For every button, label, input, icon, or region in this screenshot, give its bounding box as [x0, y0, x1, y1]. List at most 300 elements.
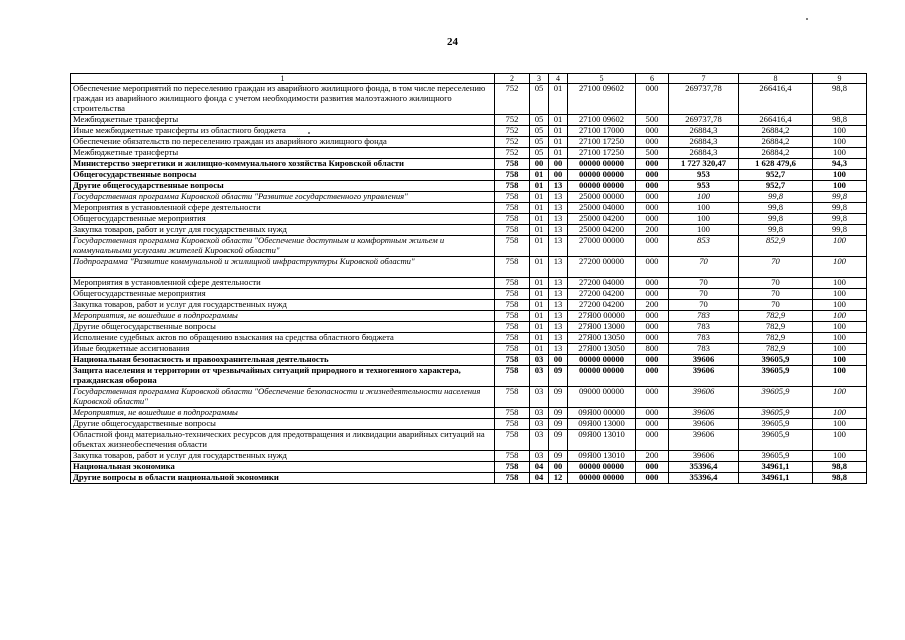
- row-name: Подпрограмма "Развитие коммунальной и жилищной инфраструктуры Кировской области": [71, 257, 495, 278]
- table-row: [71, 203, 867, 214]
- cell-ministry: 758: [495, 322, 530, 333]
- cell-expense-type: 200: [636, 225, 669, 236]
- cell-ministry: 752: [495, 148, 530, 159]
- cell-ministry: 758: [495, 289, 530, 300]
- cell-expense-type: 000: [636, 408, 669, 419]
- row-name: Мероприятия, не вошедшие в подпрограммы: [71, 408, 495, 419]
- table-row: [71, 137, 867, 148]
- cell-ministry: 758: [495, 419, 530, 430]
- row-name: Государственная программа Кировской области "Обеспечение безопасности и жизнедеятельности населения Кировской области": [71, 387, 495, 408]
- cell-actual: 266416,4: [739, 84, 813, 115]
- cell-percent: 100: [813, 148, 867, 159]
- cell-percent: 100: [813, 430, 867, 451]
- header-cell: 7: [669, 74, 739, 84]
- cell-subsection: 13: [549, 289, 568, 300]
- row-name: Национальная экономика: [71, 462, 495, 473]
- cell-subsection: 13: [549, 257, 568, 278]
- cell-section: 05: [530, 126, 549, 137]
- cell-expense-type: 000: [636, 236, 669, 257]
- cell-expense-type: 000: [636, 311, 669, 322]
- cell-section: 01: [530, 181, 549, 192]
- cell-ministry: 758: [495, 451, 530, 462]
- table-row: [71, 430, 867, 451]
- cell-subsection: 01: [549, 126, 568, 137]
- cell-target-article: 27200 04200: [568, 300, 636, 311]
- cell-actual: 70: [739, 300, 813, 311]
- cell-target-article: 27000 00000: [568, 236, 636, 257]
- cell-expense-type: 000: [636, 203, 669, 214]
- cell-section: 01: [530, 257, 549, 278]
- cell-section: 01: [530, 225, 549, 236]
- cell-planned: 26884,3: [669, 126, 739, 137]
- cell-target-article: 00000 00000: [568, 159, 636, 170]
- cell-ministry: 758: [495, 225, 530, 236]
- cell-actual: 99,8: [739, 192, 813, 203]
- cell-subsection: 00: [549, 462, 568, 473]
- row-name: Обеспечение обязательств по переселению граждан из аварийного жилищного фонда: [71, 137, 495, 148]
- header-cell: 6: [636, 74, 669, 84]
- cell-planned: 70: [669, 257, 739, 278]
- cell-section: 01: [530, 170, 549, 181]
- cell-planned: 1 727 320,47: [669, 159, 739, 170]
- cell-percent: 100: [813, 451, 867, 462]
- cell-target-article: 25000 04200: [568, 214, 636, 225]
- cell-target-article: 27100 17250: [568, 137, 636, 148]
- cell-section: 03: [530, 419, 549, 430]
- cell-planned: 953: [669, 170, 739, 181]
- row-name: Другие общегосударственные вопросы: [71, 419, 495, 430]
- cell-actual: 34961,1: [739, 473, 813, 484]
- cell-actual: 39605,9: [739, 430, 813, 451]
- row-name: Закупка товаров, работ и услуг для государственных нужд: [71, 300, 495, 311]
- cell-planned: 35396,4: [669, 473, 739, 484]
- cell-planned: 853: [669, 236, 739, 257]
- cell-subsection: 00: [549, 355, 568, 366]
- cell-percent: 99,8: [813, 214, 867, 225]
- cell-subsection: 09: [549, 419, 568, 430]
- row-name: Другие общегосударственные вопросы: [71, 322, 495, 333]
- cell-planned: 100: [669, 214, 739, 225]
- cell-target-article: 25000 04000: [568, 203, 636, 214]
- cell-ministry: 758: [495, 387, 530, 408]
- row-name: Общегосударственные вопросы: [71, 170, 495, 181]
- row-name: Национальная безопасность и правоохранительная деятельность: [71, 355, 495, 366]
- cell-planned: 70: [669, 289, 739, 300]
- row-name: Исполнение судебных актов по обращению взыскания на средства областного бюджета: [71, 333, 495, 344]
- cell-actual: 70: [739, 278, 813, 289]
- cell-expense-type: 000: [636, 170, 669, 181]
- table-row: [71, 451, 867, 462]
- row-name: Мероприятия в установленной сфере деятельности: [71, 203, 495, 214]
- cell-expense-type: 200: [636, 300, 669, 311]
- cell-section: 01: [530, 289, 549, 300]
- cell-target-article: 27Я00 00000: [568, 311, 636, 322]
- row-name: Иные межбюджетные трансферты из областного бюджета: [71, 126, 495, 137]
- row-name: Другие общегосударственные вопросы: [71, 181, 495, 192]
- cell-section: 01: [530, 192, 549, 203]
- cell-expense-type: 200: [636, 451, 669, 462]
- cell-planned: 269737,78: [669, 115, 739, 126]
- cell-target-article: 27100 09602: [568, 84, 636, 115]
- cell-actual: 34961,1: [739, 462, 813, 473]
- cell-planned: 70: [669, 300, 739, 311]
- cell-expense-type: 000: [636, 214, 669, 225]
- cell-target-article: 09Я00 13010: [568, 430, 636, 451]
- cell-planned: 39606: [669, 408, 739, 419]
- cell-subsection: 13: [549, 278, 568, 289]
- table-row: [71, 462, 867, 473]
- table-row: [71, 419, 867, 430]
- cell-planned: 783: [669, 344, 739, 355]
- cell-planned: 39606: [669, 366, 739, 387]
- cell-subsection: 09: [549, 387, 568, 408]
- cell-target-article: 27200 00000: [568, 257, 636, 278]
- cell-ministry: 758: [495, 462, 530, 473]
- cell-section: 03: [530, 430, 549, 451]
- table-row: [71, 355, 867, 366]
- header-cell: 5: [568, 74, 636, 84]
- cell-ministry: 758: [495, 366, 530, 387]
- cell-planned: 783: [669, 311, 739, 322]
- cell-subsection: 13: [549, 236, 568, 257]
- cell-ministry: 752: [495, 84, 530, 115]
- cell-section: 01: [530, 214, 549, 225]
- cell-expense-type: 000: [636, 181, 669, 192]
- cell-subsection: 13: [549, 344, 568, 355]
- cell-target-article: 09Я00 00000: [568, 408, 636, 419]
- row-name: Межбюджетные трансферты: [71, 148, 495, 159]
- cell-planned: 39606: [669, 430, 739, 451]
- cell-planned: 35396,4: [669, 462, 739, 473]
- header-cell: 9: [813, 74, 867, 84]
- cell-ministry: 752: [495, 115, 530, 126]
- cell-subsection: 13: [549, 203, 568, 214]
- cell-percent: 98,8: [813, 462, 867, 473]
- cell-target-article: 00000 00000: [568, 473, 636, 484]
- cell-subsection: 12: [549, 473, 568, 484]
- cell-expense-type: 500: [636, 115, 669, 126]
- cell-subsection: 13: [549, 300, 568, 311]
- cell-actual: 26884,2: [739, 126, 813, 137]
- cell-percent: 100: [813, 289, 867, 300]
- cell-percent: 94,3: [813, 159, 867, 170]
- cell-ministry: 758: [495, 408, 530, 419]
- table-body: [71, 74, 867, 484]
- cell-expense-type: 000: [636, 126, 669, 137]
- cell-actual: 26884,2: [739, 148, 813, 159]
- header-row: [71, 74, 867, 84]
- cell-percent: 100: [813, 355, 867, 366]
- cell-expense-type: 000: [636, 137, 669, 148]
- table-row: [71, 126, 867, 137]
- table-row: [71, 148, 867, 159]
- cell-percent: 100: [813, 137, 867, 148]
- budget-table: [70, 73, 867, 484]
- cell-percent: 99,8: [813, 225, 867, 236]
- cell-section: 05: [530, 115, 549, 126]
- cell-planned: 26884,3: [669, 148, 739, 159]
- cell-ministry: 758: [495, 203, 530, 214]
- cell-subsection: 13: [549, 192, 568, 203]
- cell-ministry: 758: [495, 192, 530, 203]
- cell-percent: 100: [813, 344, 867, 355]
- cell-expense-type: 000: [636, 355, 669, 366]
- cell-target-article: 27100 17250: [568, 148, 636, 159]
- header-cell: 3: [530, 74, 549, 84]
- table-row: [71, 289, 867, 300]
- cell-planned: 953: [669, 181, 739, 192]
- header-cell: 1: [71, 74, 495, 84]
- cell-percent: 99,8: [813, 192, 867, 203]
- table-row: [71, 322, 867, 333]
- cell-percent: 100: [813, 333, 867, 344]
- row-name: Обеспечение мероприятий по переселению граждан из аварийного жилищного фонда, в том числе переселению граждан из аварийного жилищного фонда с учетом необходимости развития малоэтажного жилищного строительства: [71, 84, 495, 115]
- cell-ministry: 758: [495, 278, 530, 289]
- table-row: [71, 236, 867, 257]
- cell-section: 04: [530, 473, 549, 484]
- cell-subsection: 13: [549, 181, 568, 192]
- cell-planned: 269737,78: [669, 84, 739, 115]
- cell-expense-type: 000: [636, 333, 669, 344]
- row-name: Иные бюджетные ассигнования: [71, 344, 495, 355]
- cell-planned: 39606: [669, 419, 739, 430]
- cell-subsection: 00: [549, 159, 568, 170]
- cell-planned: 39606: [669, 387, 739, 408]
- cell-expense-type: 000: [636, 192, 669, 203]
- cell-section: 01: [530, 311, 549, 322]
- cell-percent: 100: [813, 170, 867, 181]
- cell-ministry: 758: [495, 311, 530, 322]
- cell-subsection: 09: [549, 451, 568, 462]
- cell-planned: 783: [669, 333, 739, 344]
- cell-actual: 39605,9: [739, 408, 813, 419]
- table-row: [71, 278, 867, 289]
- row-name: Общегосударственные мероприятия: [71, 214, 495, 225]
- cell-percent: 100: [813, 278, 867, 289]
- page-number: 24: [447, 36, 458, 48]
- table-row: [71, 344, 867, 355]
- cell-expense-type: 000: [636, 473, 669, 484]
- table-row: [71, 333, 867, 344]
- cell-target-article: 27200 04000: [568, 278, 636, 289]
- cell-section: 04: [530, 462, 549, 473]
- cell-subsection: 13: [549, 322, 568, 333]
- cell-percent: 100: [813, 322, 867, 333]
- cell-target-article: 27200 04200: [568, 289, 636, 300]
- cell-expense-type: 500: [636, 148, 669, 159]
- cell-subsection: 13: [549, 225, 568, 236]
- cell-expense-type: 800: [636, 344, 669, 355]
- cell-target-article: 27Я00 13050: [568, 333, 636, 344]
- cell-planned: 783: [669, 322, 739, 333]
- table-row: [71, 170, 867, 181]
- cell-ministry: 758: [495, 159, 530, 170]
- cell-planned: 70: [669, 278, 739, 289]
- cell-subsection: 13: [549, 333, 568, 344]
- cell-percent: 100: [813, 300, 867, 311]
- cell-target-article: 27100 17000: [568, 126, 636, 137]
- cell-section: 01: [530, 236, 549, 257]
- row-name: Закупка товаров, работ и услуг для государственных нужд: [71, 451, 495, 462]
- cell-subsection: 01: [549, 84, 568, 115]
- cell-percent: 98,8: [813, 473, 867, 484]
- cell-ministry: 752: [495, 137, 530, 148]
- cell-ministry: 758: [495, 430, 530, 451]
- cell-actual: 852,9: [739, 236, 813, 257]
- cell-actual: 39605,9: [739, 387, 813, 408]
- table-row: [71, 366, 867, 387]
- cell-section: 05: [530, 148, 549, 159]
- table-row: [71, 214, 867, 225]
- cell-actual: 39605,9: [739, 366, 813, 387]
- cell-section: 03: [530, 451, 549, 462]
- cell-percent: 100: [813, 257, 867, 278]
- cell-subsection: 01: [549, 115, 568, 126]
- cell-ministry: 758: [495, 214, 530, 225]
- cell-section: 03: [530, 366, 549, 387]
- cell-target-article: 27100 09602: [568, 115, 636, 126]
- cell-actual: 99,8: [739, 203, 813, 214]
- cell-section: 01: [530, 322, 549, 333]
- cell-section: 05: [530, 84, 549, 115]
- cell-ministry: 758: [495, 333, 530, 344]
- table-row: [71, 387, 867, 408]
- row-name: Другие вопросы в области национальной экономики: [71, 473, 495, 484]
- cell-actual: 952,7: [739, 181, 813, 192]
- cell-subsection: 13: [549, 311, 568, 322]
- cell-actual: 70: [739, 289, 813, 300]
- cell-expense-type: 000: [636, 462, 669, 473]
- cell-target-article: 27Я00 13000: [568, 322, 636, 333]
- cell-actual: 782,9: [739, 333, 813, 344]
- cell-percent: 100: [813, 311, 867, 322]
- cell-ministry: 758: [495, 236, 530, 257]
- header-cell: 2: [495, 74, 530, 84]
- cell-actual: 99,8: [739, 214, 813, 225]
- cell-planned: 100: [669, 203, 739, 214]
- cell-percent: 100: [813, 181, 867, 192]
- cell-expense-type: 000: [636, 430, 669, 451]
- table-row: [71, 84, 867, 115]
- cell-percent: 100: [813, 366, 867, 387]
- row-name: Защита населения и территории от чрезвычайных ситуаций природного и техногенного характера, гражданская оборона: [71, 366, 495, 387]
- cell-section: 01: [530, 300, 549, 311]
- cell-expense-type: 000: [636, 84, 669, 115]
- cell-target-article: 25000 04200: [568, 225, 636, 236]
- cell-percent: 98,8: [813, 84, 867, 115]
- row-name: Областной фонд материально-технических ресурсов для предотвращения и ликвидации аварийных ситуаций на объектах жизнеобеспечения области: [71, 430, 495, 451]
- cell-subsection: 01: [549, 148, 568, 159]
- cell-section: 03: [530, 408, 549, 419]
- cell-actual: 782,9: [739, 322, 813, 333]
- table-row: [71, 192, 867, 203]
- cell-planned: 39606: [669, 355, 739, 366]
- table-row: [71, 300, 867, 311]
- cell-ministry: 752: [495, 126, 530, 137]
- cell-target-article: 09Я00 13000: [568, 419, 636, 430]
- cell-ministry: 758: [495, 257, 530, 278]
- cell-target-article: 09Я00 13010: [568, 451, 636, 462]
- cell-expense-type: 000: [636, 257, 669, 278]
- cell-actual: 782,9: [739, 344, 813, 355]
- table-row: [71, 473, 867, 484]
- cell-actual: 266416,4: [739, 115, 813, 126]
- table-row: [71, 311, 867, 322]
- row-name: Мероприятия в установленной сфере деятельности: [71, 278, 495, 289]
- cell-actual: 99,8: [739, 225, 813, 236]
- table-row: [71, 181, 867, 192]
- cell-section: 01: [530, 278, 549, 289]
- cell-percent: 100: [813, 387, 867, 408]
- cell-target-article: 00000 00000: [568, 366, 636, 387]
- cell-ministry: 758: [495, 300, 530, 311]
- row-name: Межбюджетные трансферты: [71, 115, 495, 126]
- cell-percent: 100: [813, 419, 867, 430]
- header-cell: 4: [549, 74, 568, 84]
- cell-target-article: 27Я00 13050: [568, 344, 636, 355]
- cell-section: 01: [530, 203, 549, 214]
- cell-expense-type: 000: [636, 278, 669, 289]
- cell-percent: 100: [813, 408, 867, 419]
- cell-planned: 100: [669, 225, 739, 236]
- cell-actual: 952,7: [739, 170, 813, 181]
- row-name: Государственная программа Кировской области "Развитие государственного управления": [71, 192, 495, 203]
- cell-section: 05: [530, 137, 549, 148]
- cell-subsection: 09: [549, 408, 568, 419]
- row-name: Общегосударственные мероприятия: [71, 289, 495, 300]
- table-row: [71, 408, 867, 419]
- cell-target-article: 00000 00000: [568, 355, 636, 366]
- cell-section: 01: [530, 344, 549, 355]
- cell-section: 03: [530, 355, 549, 366]
- table-row: [71, 225, 867, 236]
- cell-ministry: 758: [495, 344, 530, 355]
- cell-actual: 1 628 479,6: [739, 159, 813, 170]
- cell-actual: 782,9: [739, 311, 813, 322]
- row-name: Мероприятия, не вошедшие в подпрограммы: [71, 311, 495, 322]
- scan-speck: [806, 18, 808, 20]
- cell-actual: 39605,9: [739, 451, 813, 462]
- cell-expense-type: 000: [636, 366, 669, 387]
- cell-actual: 26884,2: [739, 137, 813, 148]
- cell-planned: 39606: [669, 451, 739, 462]
- cell-expense-type: 000: [636, 419, 669, 430]
- cell-actual: 70: [739, 257, 813, 278]
- cell-subsection: 13: [549, 214, 568, 225]
- cell-percent: 100: [813, 236, 867, 257]
- cell-actual: 39605,9: [739, 419, 813, 430]
- cell-expense-type: 000: [636, 322, 669, 333]
- cell-section: 01: [530, 333, 549, 344]
- cell-target-article: 00000 00000: [568, 181, 636, 192]
- cell-ministry: 758: [495, 170, 530, 181]
- cell-planned: 100: [669, 192, 739, 203]
- cell-target-article: 00000 00000: [568, 170, 636, 181]
- cell-target-article: 09000 00000: [568, 387, 636, 408]
- cell-ministry: 758: [495, 355, 530, 366]
- table-row: [71, 257, 867, 278]
- cell-percent: 98,8: [813, 115, 867, 126]
- cell-subsection: 00: [549, 170, 568, 181]
- cell-section: 03: [530, 387, 549, 408]
- table-row: [71, 159, 867, 170]
- cell-section: 00: [530, 159, 549, 170]
- row-name: Закупка товаров, работ и услуг для государственных нужд: [71, 225, 495, 236]
- cell-actual: 39605,9: [739, 355, 813, 366]
- row-name: Министерство энергетики и жилищно-коммунального хозяйства Кировской области: [71, 159, 495, 170]
- cell-subsection: 09: [549, 366, 568, 387]
- cell-target-article: 00000 00000: [568, 462, 636, 473]
